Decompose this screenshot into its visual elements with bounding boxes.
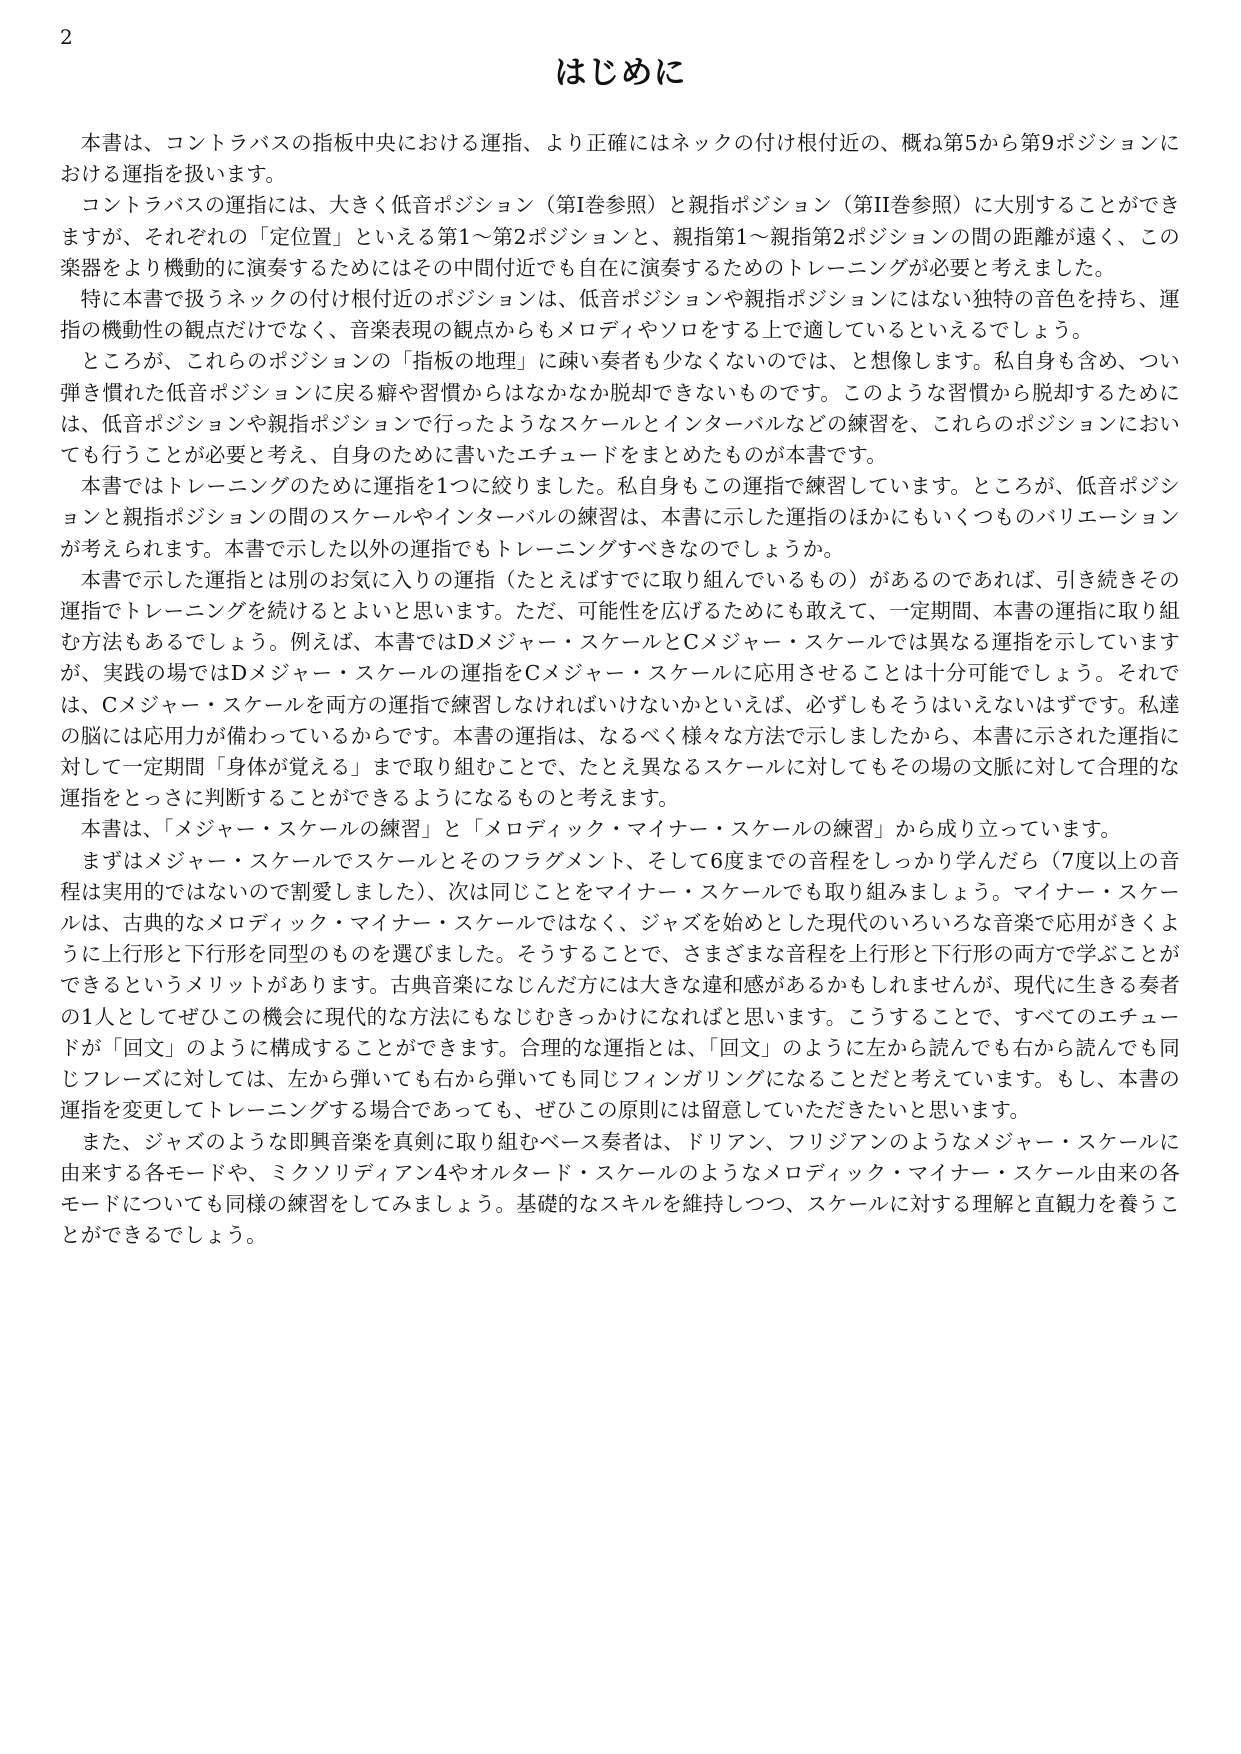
paragraph-intro: 本書は、コントラバスの指板中央における運指、より正確にはネックの付け根付近の、概ね第5から第9ポジションにおける運指を扱います。 xyxy=(60,131,1180,187)
paragraph-minor-scales: まずはメジャー・スケールでスケールとそのフラグメント、そして6度までの音程をしっかり学んだら（7度以上の音程は実用的ではないので割愛しました）、次は同じことをマイナー・スケールでも取り組みましょう。マイナー・スケールは、古典的なメロディック・マイナー・スケールではなく、ジャズを始めとした現代のいろいろな音楽で応用がきくように上行形と下行形を同型のものを選びました。そうすることで、さまざまな音程を上行形と下行形の両方で学ぶことができるというメリットがあります。古典音楽になじんだ方には大きな違和感があるかもしれませんが、現代に生きる奏者の1人としてぜひこの機会に現代的な方法にもなじむきっかけになればと思います。こうすることで、すべてのエチュードが「回文」のように構成することができます。合理的な運指とは、「回文」のように左から読んでも右から読んでも同じフレーズに対しては、左から弾いても右から弾いても同じフィンガリングになることだと考えています。もし、本書の運指を変更してトレーニングする場合であっても、ぜひこの原則には留意していただきたいと思います。 xyxy=(60,848,1180,1123)
paragraph-modes: また、ジャズのような即興音楽を真剣に取り組むベース奏者は、ドリアン、フリジアンのようなメジャー・スケールに由来する各モードや、ミクソリディアン4やオルタード・スケールのようなメロディック・マイナー・スケール由来の各モードについても同様の練習をしてみましょう。基礎的なスキルを維持しつつ、スケールに対する理解と直観力を養うことができるでしょう。 xyxy=(60,1129,1180,1248)
page-title: はじめに xyxy=(554,53,687,91)
paragraph-single-fingering: 本書ではトレーニングのために運指を1つに絞りました。私自身もこの運指で練習しています。ところが、低音ポジションと親指ポジションの間のスケールやインターバルの練習は、本書に示した運指のほかにもいくつものバリエーションが考えられます。本書で示した以外の運指でもトレーニングすべきなのでしょうか。 xyxy=(60,474,1180,561)
paragraph-book-structure: 本書は、「メジャー・スケールの練習」と「メロディック・マイナー・スケールの練習」から成り立っています。 xyxy=(80,817,1122,842)
paragraph-alternative-fingering: 本書で示した運指とは別のお気に入りの運指（たとえばすでに取り組んでいるもの）があるのであれば、引き続きその運指でトレーニングを続けるとよいと思います。ただ、可能性を広げるためにも敢えて、一定期間、本書の運指に取り組む方法もあるでしょう。例えば、本書ではDメジャー・スケールとCメジャー・スケールでは異なる運指を示していますが、実践の場ではDメジャー・スケールの運指をCメジャー・スケールに応用させることは十分可能でしょう。それでは、Cメジャー・スケールを両方の運指で練習しなければいけないかといえば、必ずしもそうはいえないはずです。私達の脳には応用力が備わっているからです。本書の運指は、なるべく様々な方法で示しましたから、本書に示された運指に対して一定期間「身体が覚える」まで取り組むことで、たとえ異なるスケールに対してもその場の文脈に対して合理的な運指をとっさに判断することができるようになるものと考えます。 xyxy=(60,567,1180,811)
body-text xyxy=(60,128,1180,1251)
paragraph-habits: ところが、これらのポジションの「指板の地理」に疎い奏者も少なくないのでは、と想像します。私自身も含め、つい弾き慣れた低音ポジションに戻る癖や習慣からはなかなか脱却できないものです。このような習慣から脱却するためには、低音ポジションや親指ポジションで行ったようなスケールとインターバルなどの練習を、これらのポジションにおいても行うことが必要と考え、自身のために書いたエチュードをまとめたものが本書です。 xyxy=(60,349,1180,468)
paragraph-positions: コントラバスの運指には、大きく低音ポジション（第I巻参照）と親指ポジション（第II巻参照）に大別することができますが、それぞれの「定位置」といえる第1〜第2ポジションと、親指第1〜親指第2ポジションの間の距離が遠く、この楽器をより機動的に演奏するためにはその中間付近でも自在に演奏するためのトレーニングが必要と考えました。 xyxy=(60,193,1180,280)
page-number: 2 xyxy=(60,25,73,49)
paragraph-neck-positions: 特に本書で扱うネックの付け根付近のポジションは、低音ポジションや親指ポジションにはない独特の音色を持ち、運指の機動性の観点だけでなく、音楽表現の観点からもメロディやソロをする上で適しているといえるでしょう。 xyxy=(60,287,1180,343)
